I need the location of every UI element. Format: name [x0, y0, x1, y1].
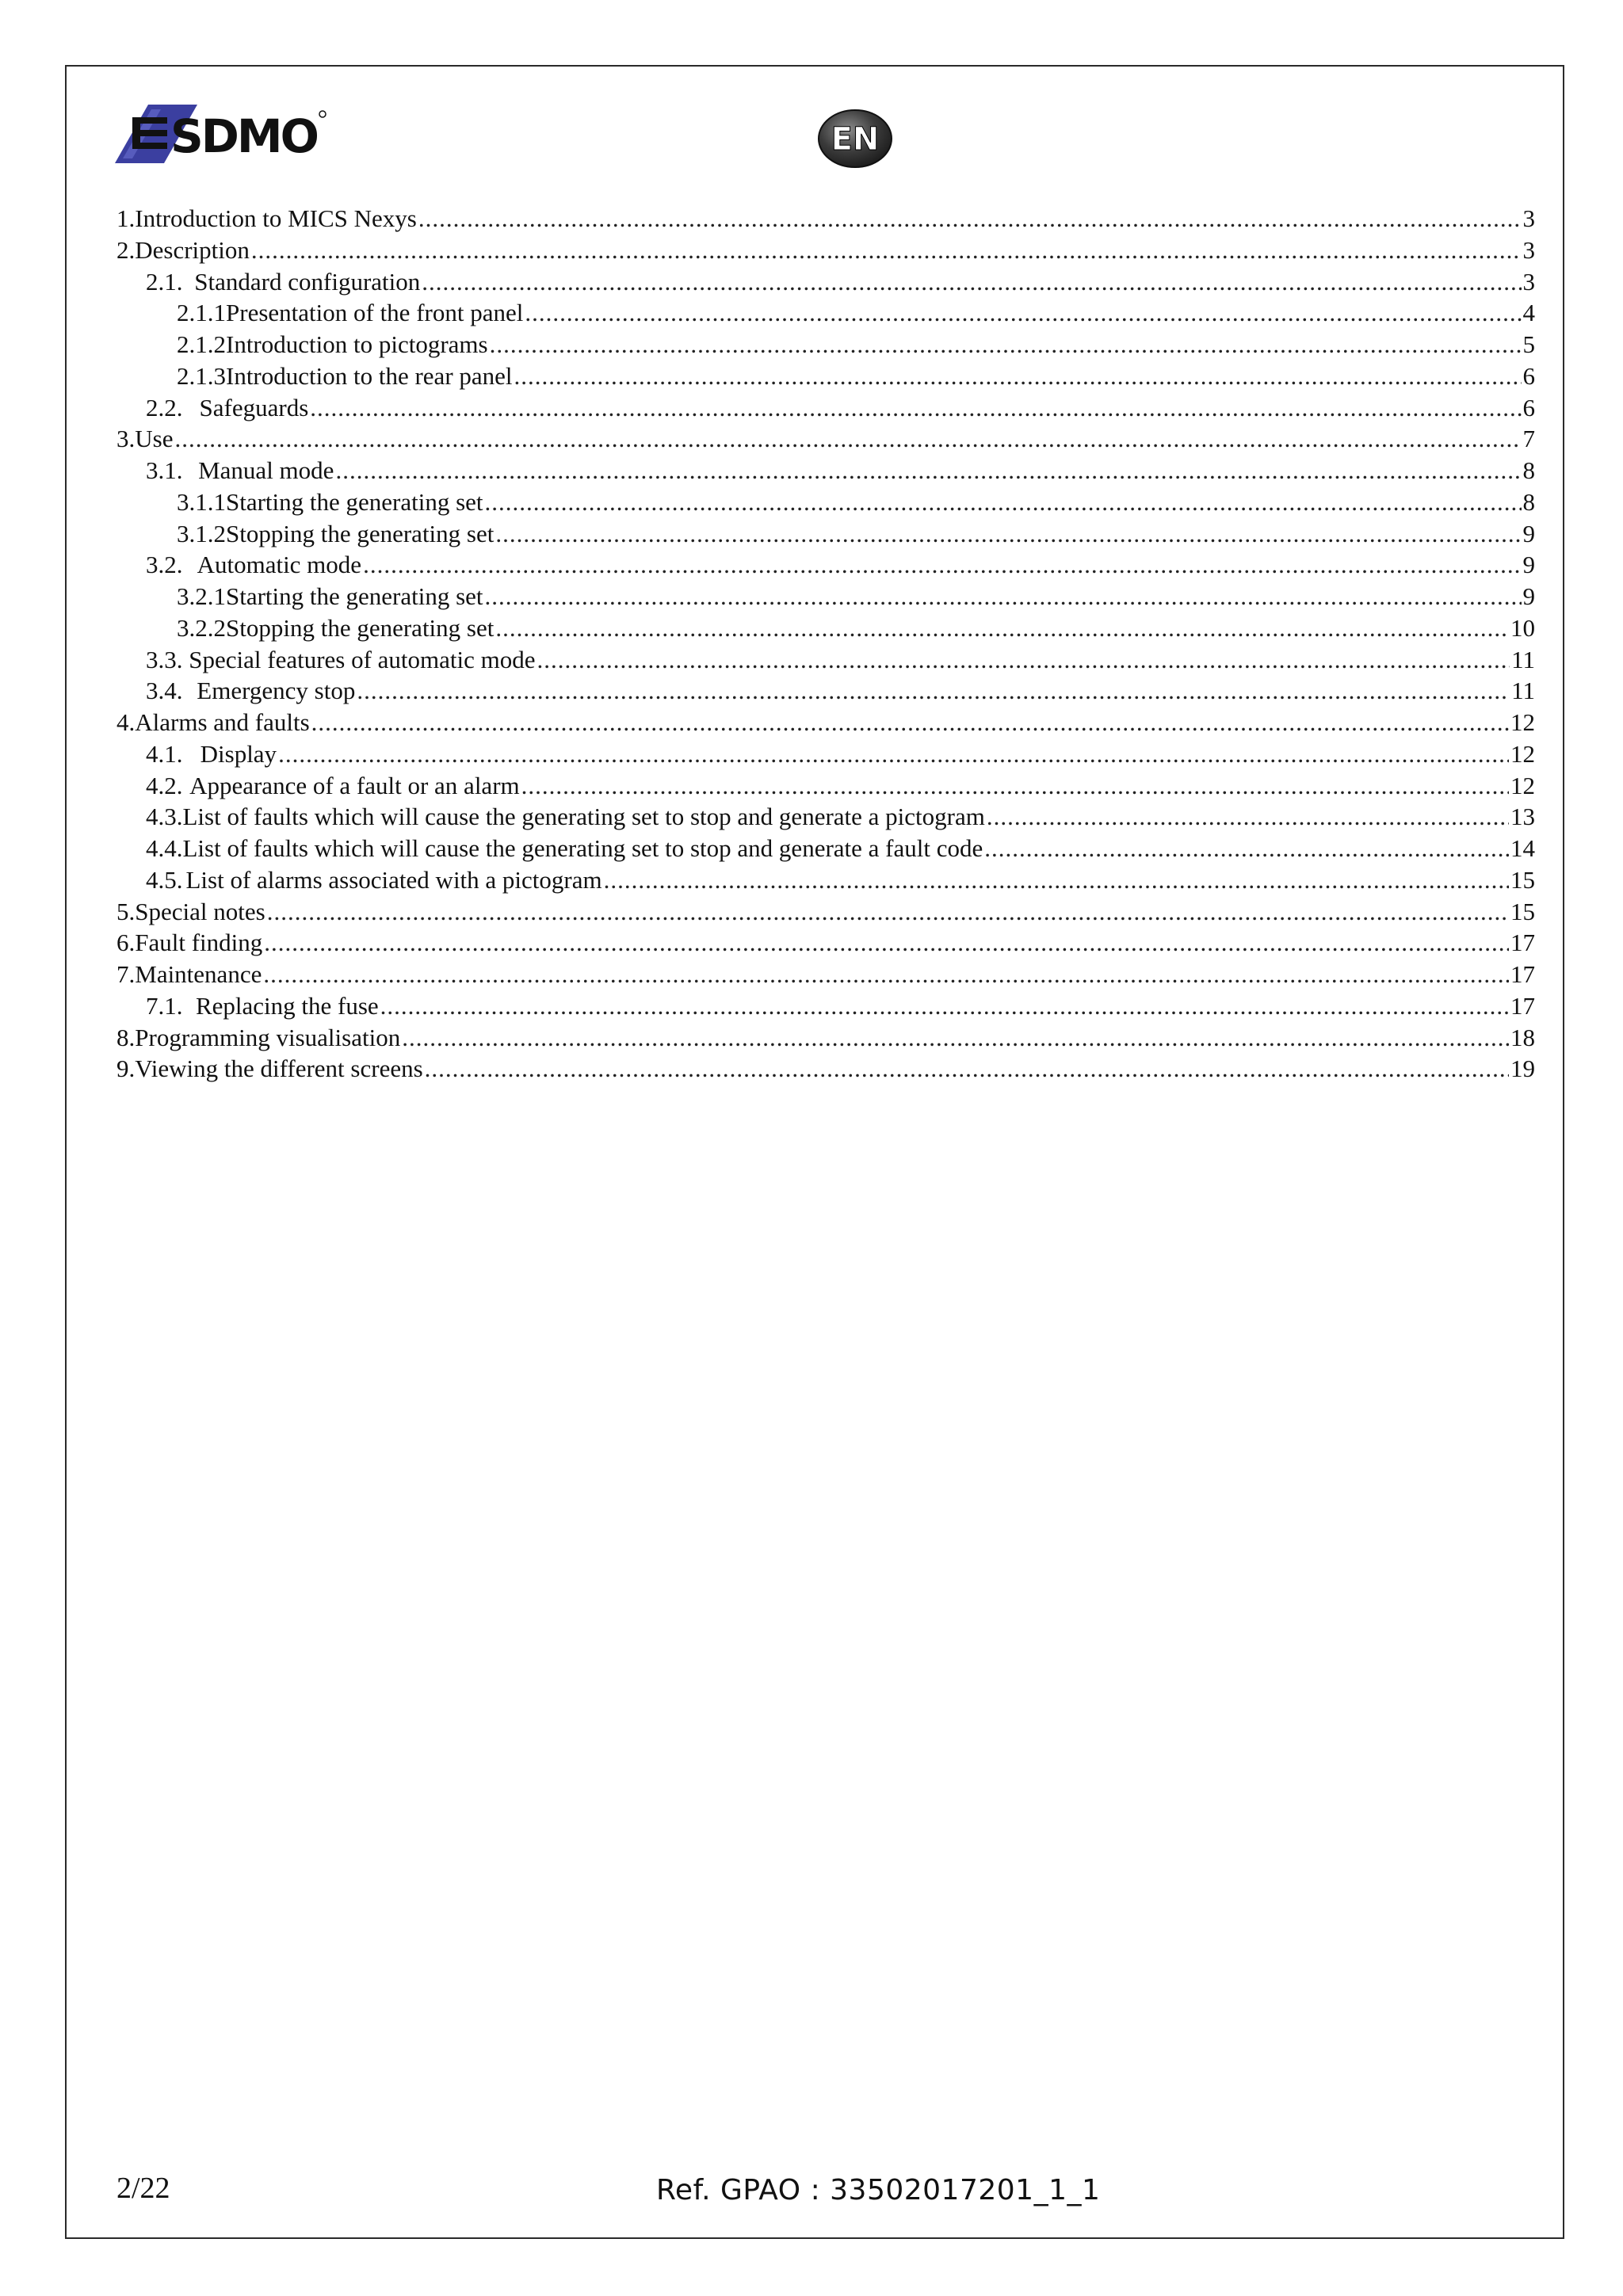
toc-dot-leader	[485, 486, 1522, 518]
toc-entry[interactable]	[116, 644, 1535, 676]
toc-entry-page: 9	[1522, 582, 1535, 610]
toc-entry-number: 3.1.2	[177, 519, 226, 547]
toc-entry-title: Emergency stop	[197, 677, 356, 705]
toc-entry-page: 9	[1522, 551, 1535, 579]
toc-entry-page: 8	[1522, 456, 1535, 484]
toc-entry-title: Standard configuration	[194, 267, 421, 296]
toc-entry-number: 5.	[116, 897, 136, 925]
toc-entry-title: Fault finding	[135, 929, 263, 957]
toc-dot-leader	[264, 927, 1509, 959]
toc-entry-number: 2.1.2	[177, 330, 226, 358]
toc-entry[interactable]	[116, 1022, 1535, 1054]
toc-entry-number: 2.1.3	[177, 361, 226, 390]
toc-entry-page: 3	[1522, 267, 1535, 296]
toc-entry-number: 9.	[116, 1055, 136, 1083]
toc-entry[interactable]	[116, 266, 1535, 298]
toc-entry[interactable]	[116, 486, 1535, 518]
toc-entry-page: 17	[1510, 991, 1535, 1020]
toc-entry[interactable]	[116, 297, 1535, 329]
toc-entry[interactable]	[116, 581, 1535, 612]
toc-dot-leader	[363, 549, 1521, 581]
toc-entry-number: 3.3.	[146, 645, 183, 673]
toc-entry-page: 3	[1522, 204, 1535, 232]
toc-entry-page: 12	[1510, 771, 1535, 799]
toc-entry-title: Automatic mode	[197, 551, 362, 579]
toc-entry[interactable]	[116, 864, 1535, 896]
toc-entry-title: Appearance of a fault or an alarm	[189, 771, 520, 799]
toc-dot-leader	[490, 329, 1522, 360]
toc-entry-page: 3	[1522, 235, 1535, 264]
toc-entry-title: Alarms and faults	[135, 708, 310, 736]
toc-entry-page: 11	[1511, 677, 1535, 705]
toc-entry[interactable]	[116, 392, 1535, 424]
toc-entry-number: 3.1.1	[177, 487, 226, 516]
toc-dot-leader	[425, 1053, 1509, 1085]
toc-dot-leader	[278, 738, 1509, 770]
toc-dot-leader	[984, 833, 1509, 864]
toc-entry-page: 18	[1510, 1023, 1535, 1051]
toc-entry[interactable]	[116, 675, 1535, 707]
toc-entry-number: 2.2.	[146, 393, 183, 421]
toc-entry-title: Programming visualisation	[135, 1023, 401, 1051]
toc-dot-leader	[263, 959, 1509, 990]
toc-entry-page: 14	[1510, 834, 1535, 862]
toc-entry[interactable]	[116, 518, 1535, 550]
toc-entry[interactable]	[116, 990, 1535, 1022]
toc-entry[interactable]	[116, 612, 1535, 644]
toc-entry-page: 13	[1510, 803, 1535, 831]
toc-entry-title: List of alarms associated with a pictogram	[185, 865, 602, 894]
toc-entry-number: 4.4.	[146, 834, 183, 862]
toc-entry-number: 3.4.	[146, 677, 183, 705]
toc-entry-title: List of faults which will cause the generating set to stop and generate a pictogram	[182, 803, 985, 831]
toc-entry-number: 3.2.2	[177, 613, 226, 642]
toc-entry[interactable]	[116, 927, 1535, 959]
toc-dot-leader	[521, 770, 1509, 802]
toc-entry-number: 2.	[116, 235, 136, 264]
toc-entry-number: 6.	[116, 929, 136, 957]
toc-entry-page: 10	[1510, 613, 1535, 642]
toc-entry-page: 4	[1522, 299, 1535, 327]
toc-entry-number: 2.1.1	[177, 299, 226, 327]
toc-entry-page: 6	[1522, 393, 1535, 421]
toc-entry-page: 8	[1522, 487, 1535, 516]
toc-entry[interactable]	[116, 959, 1535, 990]
toc-dot-leader	[418, 203, 1522, 235]
toc-dot-leader	[310, 392, 1521, 424]
toc-entry-title: Special features of automatic mode	[189, 645, 536, 673]
toc-dot-leader	[335, 455, 1521, 486]
toc-entry-title: Presentation of the front panel	[226, 299, 524, 327]
toc-entry-page: 9	[1522, 519, 1535, 547]
toc-entry-number: 4.2.	[146, 771, 183, 799]
toc-entry-number: 4.	[116, 708, 136, 736]
toc-dot-leader	[987, 801, 1509, 833]
toc-dot-leader	[422, 266, 1521, 298]
toc-dot-leader	[380, 990, 1509, 1022]
toc-entry-page: 5	[1522, 330, 1535, 358]
toc-entry[interactable]	[116, 1053, 1535, 1085]
toc-entry[interactable]	[116, 360, 1535, 392]
toc-entry[interactable]	[116, 423, 1535, 455]
toc-entry-page: 15	[1510, 897, 1535, 925]
toc-entry-number: 3.2.1	[177, 582, 226, 610]
toc-dot-leader	[357, 675, 1510, 707]
toc-entry-page: 11	[1511, 645, 1535, 673]
toc-entry[interactable]	[116, 707, 1535, 738]
toc-entry[interactable]	[116, 770, 1535, 802]
toc-entry-title: Maintenance	[135, 960, 262, 988]
toc-entry-page: 17	[1510, 929, 1535, 957]
document-reference: Ref. GPAO : 33502017201_1_1	[656, 2174, 1101, 2206]
toc-entry-title: Viewing the different screens	[135, 1055, 423, 1083]
toc-dot-leader	[604, 864, 1509, 896]
toc-entry[interactable]	[116, 203, 1535, 235]
toc-entry[interactable]	[116, 801, 1535, 833]
toc-entry-number: 1.	[116, 204, 136, 232]
toc-dot-leader	[251, 235, 1522, 266]
toc-entry-title: Introduction to the rear panel	[226, 361, 513, 390]
toc-dot-leader	[311, 707, 1509, 738]
toc-entry-page: 17	[1510, 960, 1535, 988]
toc-dot-leader	[495, 518, 1521, 550]
toc-entry-title: Manual mode	[198, 456, 334, 484]
toc-dot-leader	[495, 612, 1509, 644]
toc-dot-leader	[267, 896, 1509, 928]
toc-entry-title: Display	[200, 739, 277, 768]
toc-entry-title: Special notes	[135, 897, 265, 925]
toc-entry-number: 7.	[116, 960, 136, 988]
toc-entry-number: 3.2.	[146, 551, 183, 579]
toc-entry-title: Use	[135, 425, 174, 453]
toc-entry-number: 3.1.	[146, 456, 183, 484]
toc-entry-title: Stopping the generating set	[226, 519, 495, 547]
toc-entry-page: 15	[1510, 865, 1535, 894]
toc-entry-title: Replacing the fuse	[195, 991, 379, 1020]
sdmo-logo	[115, 101, 337, 168]
toc-dot-leader	[514, 360, 1522, 392]
toc-entry[interactable]	[116, 549, 1535, 581]
toc-entry-page: 19	[1510, 1055, 1535, 1083]
toc-dot-leader	[525, 297, 1521, 329]
toc-entry[interactable]	[116, 235, 1535, 266]
language-badge-icon	[816, 108, 894, 170]
toc-entry[interactable]	[116, 896, 1535, 928]
toc-entry-number: 4.3.	[146, 803, 183, 831]
table-of-contents	[116, 203, 1535, 1085]
toc-entry-page: 7	[1522, 425, 1535, 453]
toc-dot-leader	[537, 644, 1510, 676]
toc-entry-title: List of faults which will cause the generating set to stop and generate a fault code	[182, 834, 983, 862]
svg-text:EN: EN	[831, 121, 880, 158]
toc-entry-title: Starting the generating set	[226, 487, 483, 516]
toc-entry[interactable]	[116, 455, 1535, 486]
toc-entry-title: Introduction to pictograms	[226, 330, 488, 358]
toc-dot-leader	[485, 581, 1522, 612]
toc-entry-page: 12	[1510, 708, 1535, 736]
toc-entry-page: 12	[1510, 739, 1535, 768]
toc-entry-title: Description	[135, 235, 250, 264]
page-indicator: 2/22	[116, 2172, 170, 2205]
toc-entry[interactable]	[116, 738, 1535, 770]
toc-entry-title: Introduction to MICS Nexys	[135, 204, 417, 232]
toc-entry[interactable]	[116, 833, 1535, 864]
toc-entry[interactable]	[116, 329, 1535, 360]
toc-entry-number: 4.1.	[146, 739, 183, 768]
toc-entry-number: 3.	[116, 425, 136, 453]
toc-entry-title: Safeguards	[199, 393, 309, 421]
toc-entry-page: 6	[1522, 361, 1535, 390]
toc-dot-leader	[402, 1022, 1509, 1054]
toc-dot-leader	[174, 423, 1521, 455]
toc-entry-number: 2.1.	[146, 267, 183, 296]
toc-entry-number: 8.	[116, 1023, 136, 1051]
toc-entry-title: Stopping the generating set	[226, 613, 495, 642]
svg-text:SDMO: SDMO	[170, 109, 317, 163]
toc-entry-title: Starting the generating set	[226, 582, 483, 610]
toc-entry-number: 7.1.	[146, 991, 183, 1020]
toc-entry-number: 4.5.	[146, 865, 183, 894]
